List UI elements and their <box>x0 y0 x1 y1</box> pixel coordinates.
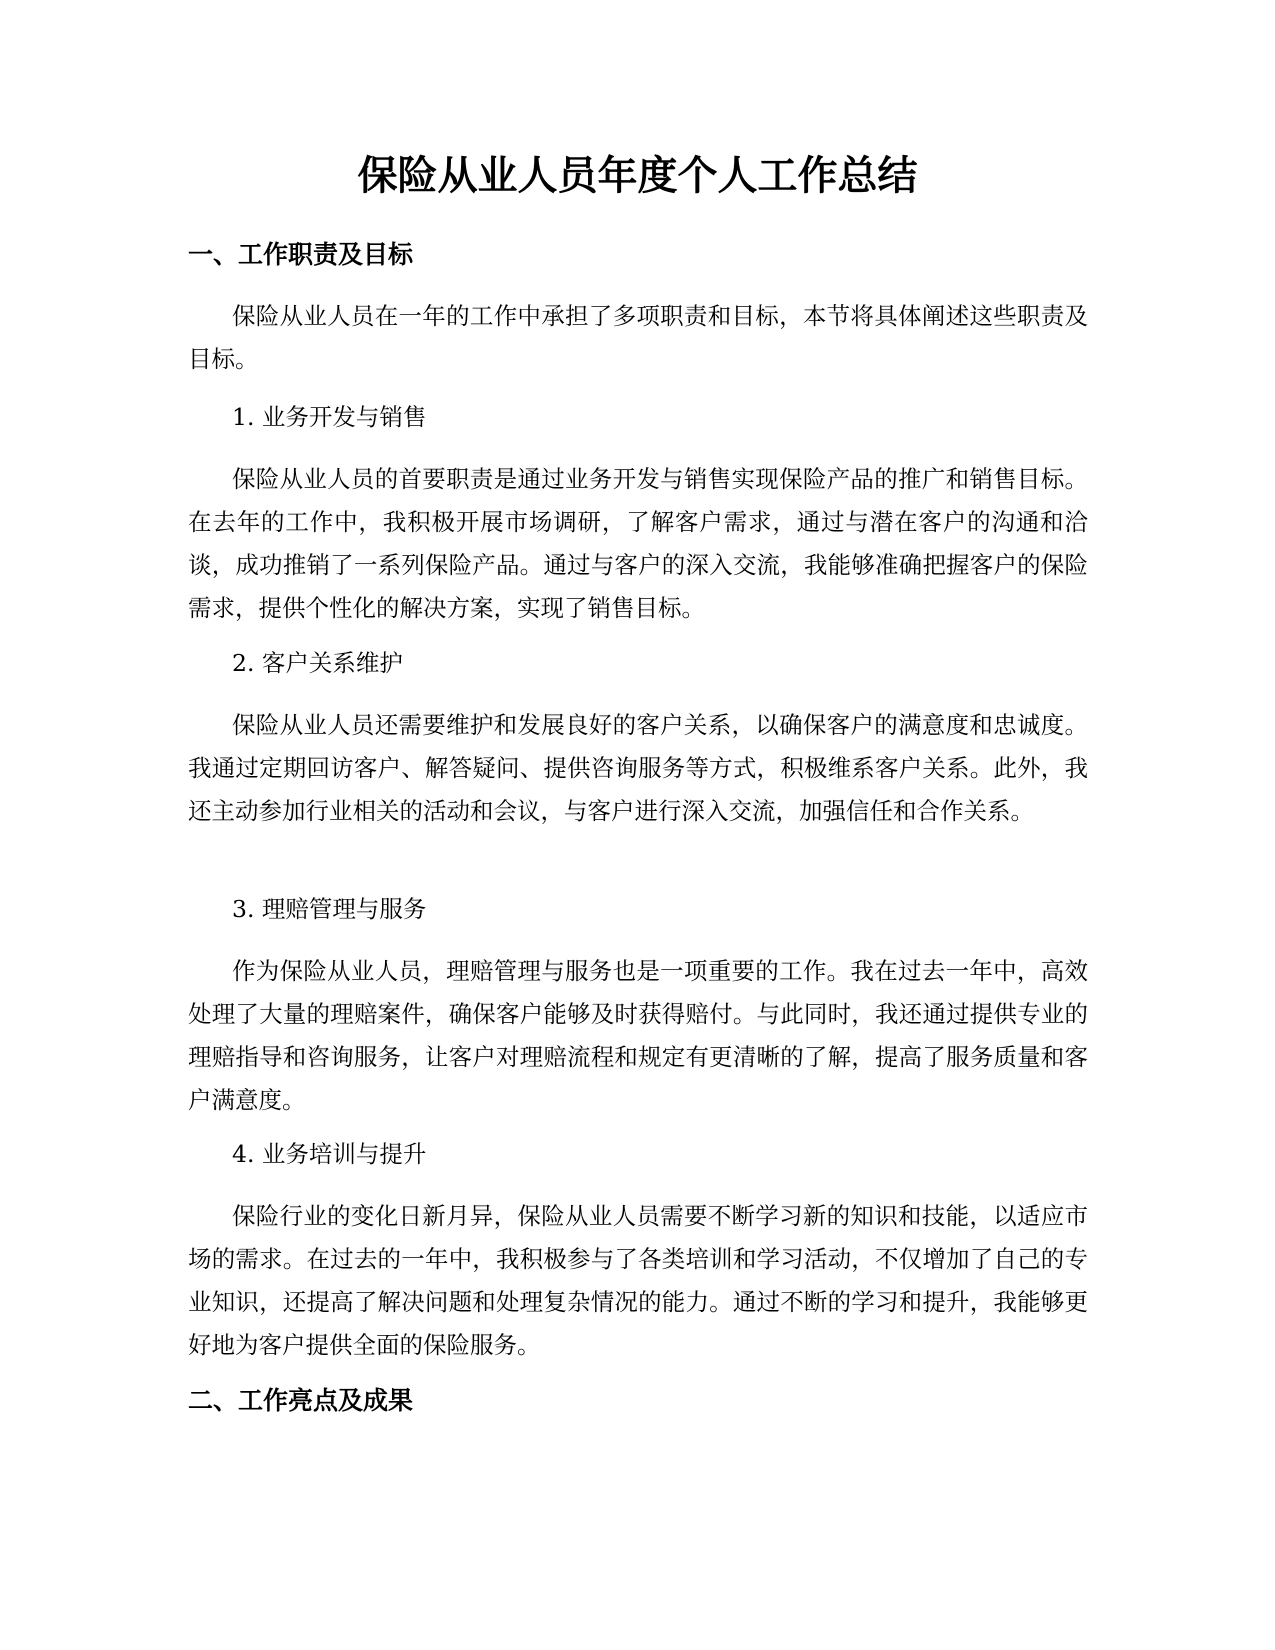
item-1-heading: 1. 业务开发与销售 <box>232 403 427 431</box>
item-3-body: 作为保险从业人员，理赔管理与服务也是一项重要的工作。我在过去一年中，高效处理了大量的理赔案件，确保客户能够及时获得赔付。与此同时，我还通过提供专业的理赔指导和咨询服务，让客户对理赔流程和规定有更清晰的了解，提高了服务质量和客户满意度。 <box>188 957 1088 1114</box>
item-2-heading: 2. 客户关系维护 <box>232 649 403 677</box>
item-2-body: 保险从业人员还需要维护和发展良好的客户关系，以确保客户的满意度和忠诚度。我通过定期回访客户、解答疑问、提供咨询服务等方式，积极维系客户关系。此外，我还主动参加行业相关的活动和会议，与客户进行深入交流，加强信任和合作关系。 <box>188 711 1088 825</box>
item-1-body: 保险从业人员的首要职责是通过业务开发与销售实现保险产品的推广和销售目标。在去年的工作中，我积极开展市场调研，了解客户需求，通过与潜在客户的沟通和洽谈，成功推销了一系列保险产品。通过与客户的深入交流，我能够准确把握客户的保险需求，提供个性化的解决方案，实现了销售目标。 <box>188 465 1088 622</box>
section-1-intro: 保险从业人员在一年的工作中承担了多项职责和目标，本节将具体阐述这些职责及目标。 <box>188 302 1088 373</box>
item-4-body: 保险行业的变化日新月异，保险从业人员需要不断学习新的知识和技能，以适应市场的需求。在过去的一年中，我积极参与了各类培训和学习活动，不仅增加了自己的专业知识，还提高了解决问题和处理复杂情况的能力。通过不断的学习和提升，我能够更好地为客户提供全面的保险服务。 <box>188 1202 1088 1359</box>
document-title: 保险从业人员年度个人工作总结 <box>357 153 918 199</box>
section-heading-2: 二、工作亮点及成果 <box>188 1386 414 1415</box>
item-3-heading: 3. 理赔管理与服务 <box>232 895 427 923</box>
section-heading-1: 一、工作职责及目标 <box>188 240 414 269</box>
item-4-heading: 4. 业务培训与提升 <box>232 1140 427 1168</box>
